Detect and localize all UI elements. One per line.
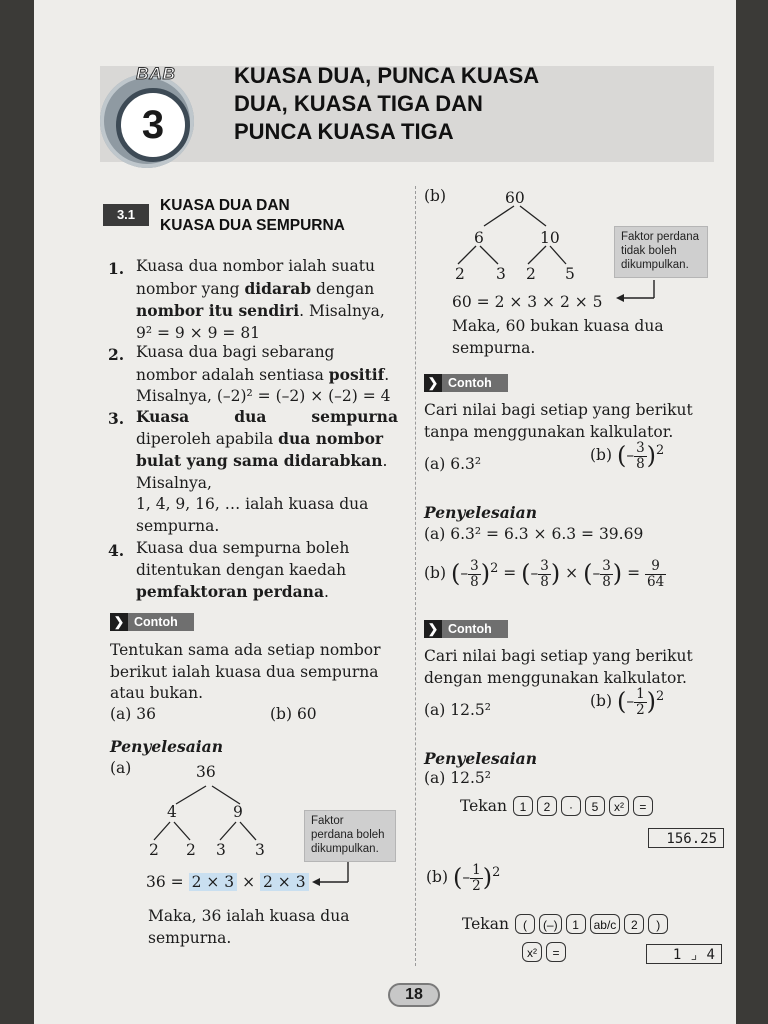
tree-leaf: 3: [496, 265, 506, 283]
note-factors-grouped: [304, 810, 396, 862]
tree-leaf: 5: [565, 265, 575, 283]
text-line: Maka, 60 bukan kuasa dua: [452, 317, 664, 335]
chapter-title-line: KUASA DUA, PUNCA KUASA: [234, 63, 540, 88]
example2-part-b: (b) (– $\frac{3}{8}$ )$^2$: [590, 439, 665, 472]
page-number: 18: [388, 983, 440, 1007]
conclusion-36: [148, 906, 406, 949]
note-line: dikumpulkan.: [311, 843, 379, 855]
text-line: Misalnya,: [136, 473, 212, 492]
tree-node-root: 36: [196, 763, 216, 781]
note-line: Faktor perdana: [621, 231, 699, 243]
text-line: Kuasa dua bagi sebarang: [136, 343, 335, 361]
text-line: pemfaktoran perdana.: [136, 582, 329, 601]
pointer-arrow-icon: [310, 860, 360, 890]
solution-label: Penyelesaian: [424, 503, 537, 522]
tree-leaf: 2: [186, 841, 196, 859]
calc-key: x²: [609, 796, 629, 816]
key-sequence-b-row2: [522, 942, 570, 964]
section-title-line: KUASA DUA DAN: [160, 197, 290, 214]
example3-solution-b: (b) (– $\frac{1}{2}$ )$^2$: [426, 861, 501, 894]
text-line: atau bukan.: [110, 684, 204, 702]
calculator-display: 1 ⌟ 4: [646, 944, 722, 964]
tree-node-root: 60: [505, 189, 525, 207]
text-line: Tentukan sama ada setiap nombor: [110, 641, 381, 659]
text-line: Maka, 36 ialah kuasa dua: [148, 907, 350, 925]
example1-part-a: (a) 36: [110, 705, 156, 723]
example3-part-b: (b) (– $\frac{1}{2}$ )$^2$: [590, 685, 665, 718]
example-badge: ❯ Contoh: [110, 613, 194, 631]
section-title: [160, 196, 345, 236]
pointer-arrow-icon: [614, 278, 664, 308]
text-line: nombor itu sendiri. Misalnya,: [136, 301, 385, 320]
note-line: tidak boleh: [621, 245, 677, 257]
tree-node: 4: [167, 803, 177, 821]
example2-solution-a: (a) 6.3² = 6.3 × 6.3 = 39.69: [424, 525, 644, 543]
solution-label: Penyelesaian: [110, 737, 223, 756]
calc-key: 1: [513, 796, 533, 816]
calc-key: 2: [537, 796, 557, 816]
example-badge: ❯ Contoh: [424, 374, 508, 392]
example2-question: [424, 400, 720, 443]
text-line: berikut ialah kuasa dua sempurna: [110, 662, 379, 681]
note-line: dikumpulkan.: [621, 259, 689, 271]
note-line: Faktor: [311, 815, 344, 827]
calc-key: x²: [522, 942, 542, 962]
calc-key: ab/c: [590, 914, 621, 934]
chapter-title-line: DUA, KUASA TIGA DAN: [234, 91, 483, 116]
chapter-number: 3: [116, 88, 190, 162]
part-b-label: (b): [424, 187, 447, 205]
tree-leaf: 2: [455, 265, 465, 283]
tree-node: 9: [233, 803, 243, 821]
text-line: diperoleh apabila dua nombor: [136, 428, 384, 448]
factor-group: 2 × 3: [189, 873, 238, 891]
example3-part-a: (a) 12.5²: [424, 701, 491, 719]
factor-tree-60: [448, 200, 588, 270]
text-line: sempurna.: [148, 928, 232, 947]
calc-key: 1: [566, 914, 586, 934]
example-badge: ❯ Contoh: [424, 620, 508, 638]
point-marker: 2.: [108, 345, 125, 364]
calc-key: (: [515, 914, 535, 934]
solution-label: Penyelesaian: [424, 749, 537, 768]
chapter-title-line: PUNCA KUASA TIGA: [234, 119, 454, 144]
point-3: [136, 406, 398, 537]
example3-solution-a: (a) 12.5²: [424, 769, 491, 787]
text-line: tanpa menggunakan kalkulator.: [424, 422, 674, 441]
factor-group: 2 × 3: [260, 873, 309, 891]
text-line: Cari nilai bagi setiap yang berikut: [424, 647, 693, 665]
text-line: sempurna.: [136, 516, 220, 535]
text-line: dengan menggunakan kalkulator.: [424, 668, 687, 687]
text-line: nombor yang didarab dengan: [136, 278, 375, 298]
calc-key: =: [633, 796, 653, 816]
key-sequence-b: Tekan ( (–) 1 ab/c 2 ): [462, 914, 672, 936]
point-marker: 3.: [108, 409, 125, 428]
column-divider: [415, 186, 416, 966]
calc-key: (–): [539, 914, 562, 934]
point-2: [136, 342, 398, 408]
note-factors-not-grouped: [614, 226, 708, 278]
example2-solution-b: (b) (– $\frac{3}{8}$ )$^2$ = (– $\frac{3}{8}$ ) × (– $\frac{3}{8}$ ) = $\frac{9}{64}$: [424, 557, 665, 590]
text-line: Cari nilai bagi setiap yang berikut: [424, 401, 693, 419]
conclusion-60: [452, 316, 714, 359]
example3-question: [424, 646, 720, 689]
example1-question: [110, 640, 402, 705]
calculator-display: 156.25: [648, 828, 724, 848]
point-marker: 4.: [108, 541, 125, 560]
bab-label: BAB: [136, 64, 176, 83]
tree-leaf: 2: [526, 265, 536, 283]
text-line: Kuasa dua nombor ialah suatu: [136, 257, 375, 275]
text-line: Kuasa dua sempurna: [136, 407, 398, 426]
section-number: 3.1: [103, 204, 149, 226]
tree-leaf: 3: [255, 841, 265, 859]
point-marker: 1.: [108, 259, 125, 278]
math-line: Misalnya, (–2)² = (–2) × (–2) = 4: [136, 387, 391, 405]
text-line: ditentukan dengan kaedah: [136, 560, 347, 579]
chapter-title: [234, 62, 654, 146]
calc-key: =: [546, 942, 566, 962]
calc-key: 2: [624, 914, 644, 934]
key-sequence-a: Tekan 1 2 · 5 x² =: [460, 796, 657, 818]
tree-node: 10: [540, 229, 560, 247]
math-line: 9² = 9 × 9 = 81: [136, 323, 261, 342]
section-title-line: KUASA DUA SEMPURNA: [160, 217, 345, 234]
text-line: nombor adalah sentiasa positif.: [136, 364, 390, 384]
text-line: 1, 4, 9, 16, … ialah kuasa dua: [136, 495, 369, 513]
note-line: perdana boleh: [311, 829, 385, 841]
part-a-label: (a): [110, 759, 132, 777]
point-1: [136, 256, 398, 344]
calc-key: ): [648, 914, 668, 934]
calc-key: ·: [561, 796, 581, 816]
equation-36: 36 = 2 × 3 × 2 × 3: [146, 872, 309, 894]
tree-node: 6: [474, 229, 484, 247]
equation-60: 60 = 2 × 3 × 2 × 5: [452, 293, 603, 311]
calc-key: 5: [585, 796, 605, 816]
text-line: Kuasa dua sempurna boleh: [136, 539, 350, 557]
example2-part-a: (a) 6.3²: [424, 455, 482, 473]
example1-part-b: (b) 60: [270, 705, 317, 723]
tree-leaf: 3: [216, 841, 226, 859]
point-4: [136, 538, 398, 604]
tree-leaf: 2: [149, 841, 159, 859]
text-line: bulat yang sama didarabkan.: [136, 451, 388, 470]
text-line: sempurna.: [452, 338, 536, 357]
